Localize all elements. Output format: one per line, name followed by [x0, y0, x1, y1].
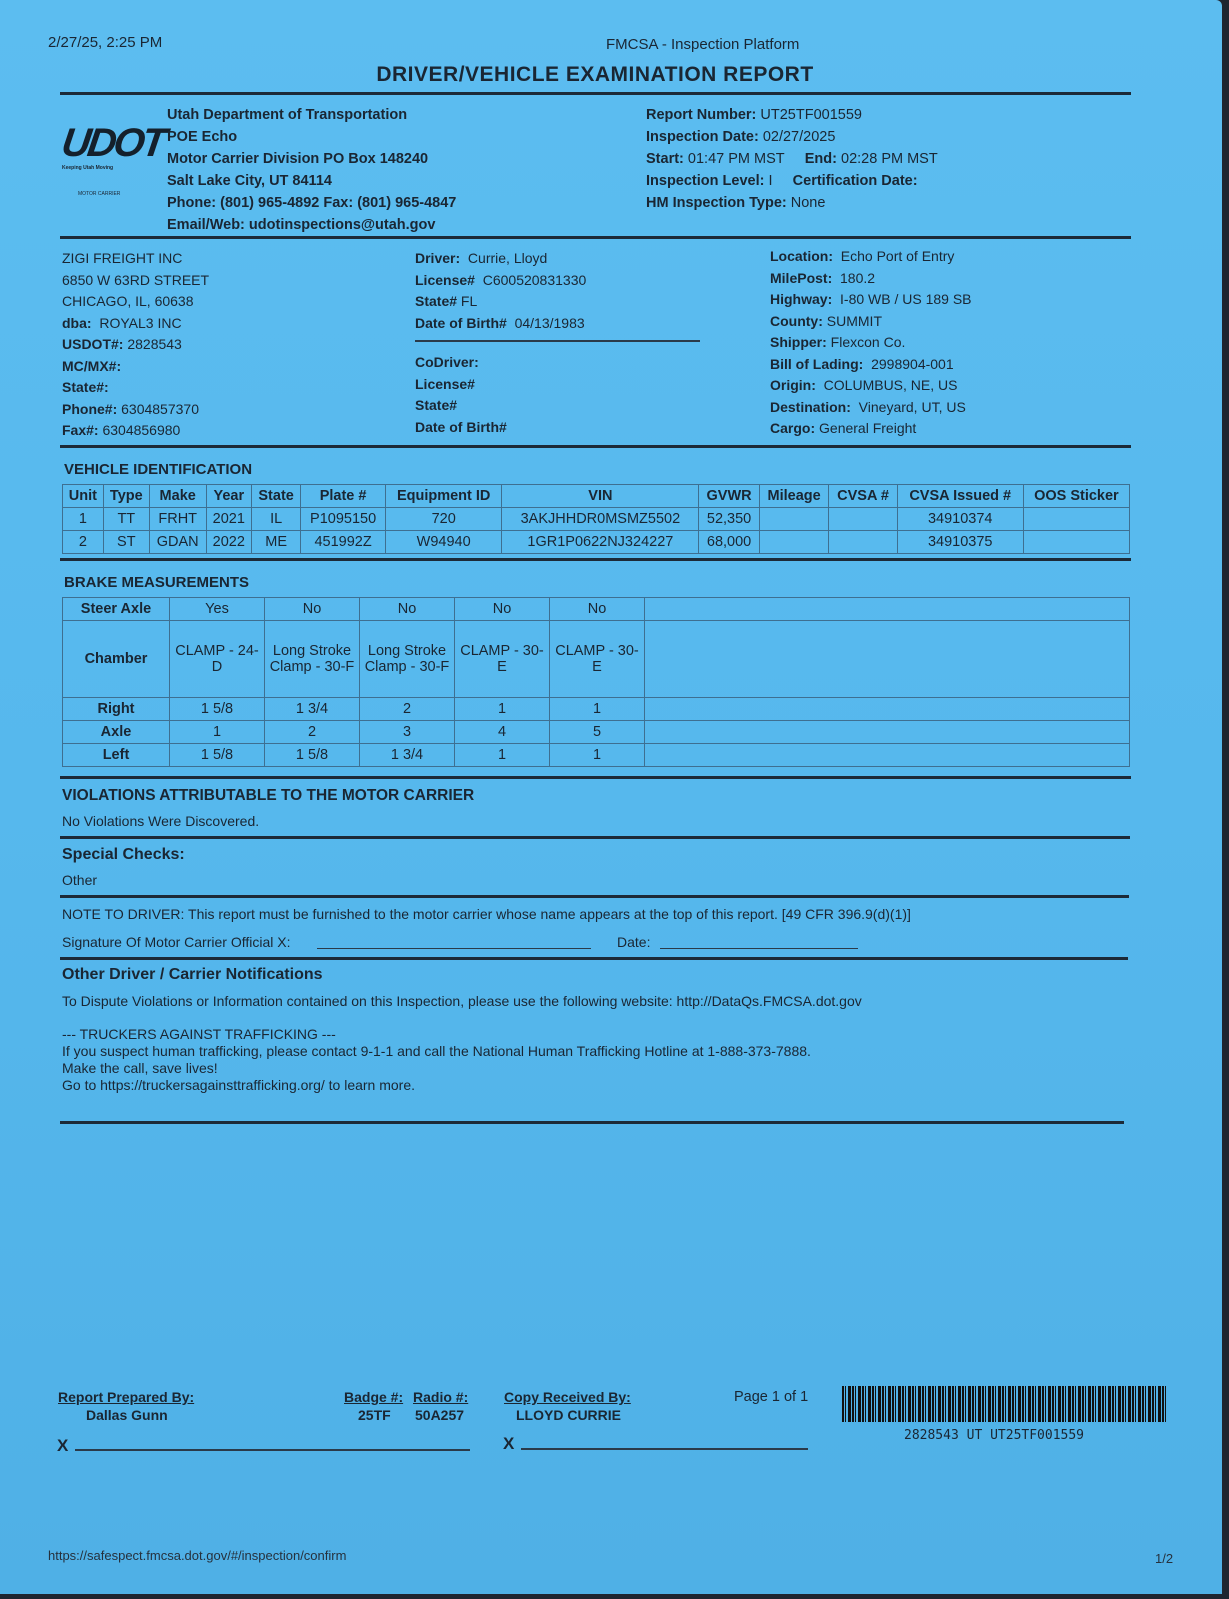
prepared-by-label: Report Prepared By:	[58, 1389, 195, 1405]
driver-divider	[415, 340, 700, 342]
end-time: 02:28 PM MST	[841, 151, 938, 167]
usdot-label: USDOT#:	[62, 336, 124, 352]
tat-block	[62, 1026, 811, 1094]
radio-label: Radio #:	[413, 1389, 469, 1405]
divider	[60, 236, 1131, 239]
inspection-date-label: Inspection Date:	[646, 129, 759, 145]
cell: 3	[360, 721, 455, 744]
empty-cell	[645, 598, 1130, 621]
divider	[60, 776, 1131, 779]
cell: 1	[550, 744, 645, 767]
divider	[60, 445, 1131, 448]
brake-table	[62, 597, 1130, 767]
divider	[60, 92, 1131, 95]
codriver-label: CoDriver:	[415, 354, 479, 370]
tat-title: --- TRUCKERS AGAINST TRAFFICKING ---	[62, 1026, 336, 1042]
col-gvwr: GVWR	[699, 485, 759, 508]
cell: 3AKJHHDR0MSMZ5502	[502, 508, 699, 531]
origin-label: Origin:	[770, 377, 816, 393]
report-number-label: Report Number:	[646, 107, 757, 123]
col-cvsa: CVSA #	[829, 485, 897, 508]
left-row	[63, 744, 1130, 767]
driver-label: Driver:	[415, 250, 461, 266]
mcmx-label: MC/MX#:	[62, 357, 122, 374]
agency-block	[167, 104, 456, 236]
cell: CLAMP - 30-E	[455, 621, 550, 698]
table-row	[63, 531, 1130, 554]
prepared-by-name: Dallas Gunn	[86, 1407, 168, 1423]
empty-cell	[645, 721, 1130, 744]
driver-state-label: State#	[415, 293, 458, 309]
steer-label: Steer Axle	[63, 598, 170, 621]
cell: 1 3/4	[360, 744, 455, 767]
cell: 52,350	[699, 508, 759, 531]
signature-date-label: Date:	[617, 934, 651, 950]
cell: GDAN	[149, 531, 206, 554]
carrier-street: 6850 W 63RD STREET	[62, 271, 210, 288]
agency-name: Utah Department of Transportation	[167, 107, 408, 123]
col-type: Type	[103, 485, 149, 508]
cell: 1 5/8	[265, 744, 360, 767]
location-value: Echo Port of Entry	[840, 248, 955, 264]
cell	[829, 531, 897, 554]
cell: 720	[385, 508, 501, 531]
brake-heading: BRAKE MEASUREMENTS	[64, 574, 250, 591]
udot-logo	[58, 121, 167, 197]
shipper-label: Shipper:	[770, 334, 827, 350]
divider	[60, 558, 1131, 561]
agency-office: POE Echo	[167, 129, 238, 145]
destination-label: Destination:	[770, 398, 851, 415]
right-label: Right	[63, 698, 170, 721]
highway-value: I-80 WB / US 189 SB	[840, 291, 972, 307]
col-oos-sticker: OOS Sticker	[1023, 485, 1129, 508]
agency-address1: Motor Carrier Division PO Box 148240	[167, 151, 429, 167]
certification-date-label: Certification Date:	[792, 173, 918, 189]
logo-sub: MOTOR CARRIER	[78, 191, 121, 197]
co-state-label: State#	[415, 397, 458, 413]
cell: 2021	[206, 508, 252, 531]
cell: 2	[360, 698, 455, 721]
cell: 4	[455, 721, 550, 744]
cell: W94940	[385, 531, 501, 554]
cell: No	[360, 598, 455, 621]
print-url: https://safespect.fmcsa.dot.gov/#/inspection/confirm	[48, 1548, 347, 1563]
agency-phone: Phone: (801) 965-4892 Fax: (801) 965-4847	[167, 195, 457, 211]
divider	[60, 1121, 1124, 1124]
special-checks-text: Other	[62, 872, 98, 888]
cell: Long Stroke Clamp - 30-F	[265, 621, 360, 698]
x-mark: X	[57, 1436, 69, 1455]
agency-email: Email/Web: udotinspections@utah.gov	[167, 217, 436, 233]
highway-label: Highway:	[770, 291, 833, 307]
platform-name: FMCSA - Inspection Platform	[606, 36, 800, 53]
cell: 1 5/8	[170, 744, 265, 767]
origin-value: COLUMBUS, NE, US	[823, 377, 958, 393]
cell: 1	[455, 698, 550, 721]
note-to-driver: NOTE TO DRIVER: This report must be furnished to the motor carrier whose name appears at the top of this report. [49 CFR 396.9(d)(1)]	[62, 906, 911, 922]
chamber-row	[63, 621, 1130, 698]
empty-cell	[645, 621, 1130, 698]
driver-state: FL	[460, 293, 478, 309]
cell: 5	[550, 721, 645, 744]
cell: TT	[103, 508, 149, 531]
co-dob-label: Date of Birth#	[415, 418, 507, 435]
cell: No	[550, 598, 645, 621]
location-label: Location:	[770, 248, 833, 264]
violations-text: No Violations Were Discovered.	[62, 813, 260, 829]
shipper-value: Flexcon Co.	[830, 334, 906, 350]
inspection-level: I	[768, 173, 773, 189]
notifications-heading: Other Driver / Carrier Notifications	[62, 966, 323, 983]
col-plate: Plate #	[301, 485, 386, 508]
cell	[829, 508, 897, 531]
cell	[759, 508, 829, 531]
agency-address2: Salt Lake City, UT 84114	[167, 173, 332, 189]
cell: P1095150	[301, 508, 386, 531]
county-value: SUMMIT	[826, 312, 882, 329]
col-state: State	[252, 485, 301, 508]
barcode-text: 2828543 UT UT25TF001559	[904, 1428, 1085, 1443]
tat-line2: Make the call, save lives!	[62, 1060, 218, 1076]
usdot-value: 2828543	[127, 336, 182, 352]
divider	[60, 836, 1130, 839]
copy-sign-line	[521, 1448, 808, 1450]
co-license-label: License#	[415, 375, 475, 392]
cell: ME	[252, 531, 301, 554]
dba-label: dba:	[62, 314, 92, 331]
cell: 1	[550, 698, 645, 721]
county-label: County:	[770, 312, 823, 329]
right-row	[63, 698, 1130, 721]
cargo-value: General Freight	[819, 420, 917, 436]
violations-heading: VIOLATIONS ATTRIBUTABLE TO THE MOTOR CARRIER	[62, 787, 475, 804]
license-number: C600520831330	[482, 271, 587, 288]
col-year: Year	[206, 485, 252, 508]
table-row	[63, 508, 1130, 531]
empty-cell	[645, 698, 1130, 721]
destination-value: Vineyard, UT, US	[858, 398, 966, 415]
x-mark: X	[503, 1434, 515, 1453]
cell: 2	[63, 531, 104, 554]
carrier-phone-label: Phone#:	[62, 400, 118, 417]
col-vin: VIN	[502, 485, 699, 508]
cell: Long Stroke Clamp - 30-F	[360, 621, 455, 698]
cell: 1 3/4	[265, 698, 360, 721]
tat-line3: Go to https://truckersagainsttrafficking.org/ to learn more.	[62, 1077, 416, 1093]
signature-line	[317, 948, 591, 949]
vehicle-table	[62, 484, 1130, 554]
print-datetime: 2/27/25, 2:25 PM	[48, 34, 163, 51]
prepared-sign-line	[75, 1449, 470, 1451]
hm-inspection-type: None	[790, 195, 826, 211]
divider	[60, 895, 1129, 898]
cell	[1023, 531, 1129, 554]
report-number: UT25TF001559	[760, 107, 862, 123]
tat-line1: If you suspect human trafficking, please contact 9-1-1 and call the National Human Trafficking Hotline at 1-888-373-7888.	[62, 1043, 811, 1059]
cell: Yes	[170, 598, 265, 621]
carrier-name: ZIGI FREIGHT INC	[62, 250, 183, 266]
divider	[60, 957, 1128, 960]
cell: 1	[455, 744, 550, 767]
cell: 68,000	[699, 531, 759, 554]
inspection-date: 02/27/2025	[762, 129, 836, 145]
copy-received-name: LLOYD CURRIE	[516, 1407, 621, 1423]
cell: 1 5/8	[170, 698, 265, 721]
copy-received-label: Copy Received By:	[504, 1389, 631, 1405]
cell: ST	[103, 531, 149, 554]
cell: 34910375	[897, 531, 1023, 554]
report-title: DRIVER/VEHICLE EXAMINATION REPORT	[376, 63, 814, 86]
vehicle-header-row	[63, 485, 1130, 508]
carrier-state-label: State#:	[62, 379, 109, 395]
bol-label: Bill of Lading:	[770, 355, 864, 372]
page-count: Page 1 of 1	[734, 1389, 809, 1405]
cell: No	[265, 598, 360, 621]
milepost-value: 180.2	[840, 269, 876, 286]
dob-value: 04/13/1983	[514, 314, 585, 331]
cell: 1	[63, 508, 104, 531]
license-label: License#	[415, 271, 475, 288]
cell: 2	[265, 721, 360, 744]
start-label: Start:	[646, 151, 684, 167]
signature-date-line	[660, 948, 858, 949]
col-unit: Unit	[63, 485, 104, 508]
chamber-label: Chamber	[63, 621, 170, 698]
cell: CLAMP - 24-D	[170, 621, 265, 698]
col-equipment-id: Equipment ID	[385, 485, 501, 508]
logo-mark: UDOT	[58, 121, 167, 165]
axle-row	[63, 721, 1130, 744]
signature-label: Signature Of Motor Carrier Official X:	[62, 934, 291, 950]
dispute-text: To Dispute Violations or Information contained on this Inspection, please use the following website: http://DataQs.FMCSA.dot.gov	[62, 993, 862, 1009]
cell: 2022	[206, 531, 252, 554]
cell	[759, 531, 829, 554]
inspection-level-label: Inspection Level:	[646, 173, 765, 189]
cell: 451992Z	[301, 531, 386, 554]
milepost-label: MilePost:	[770, 269, 833, 286]
cell: CLAMP - 30-E	[550, 621, 645, 698]
logo-tagline: Keeping Utah Moving	[62, 165, 114, 171]
radio-value: 50A257	[415, 1407, 465, 1423]
carrier-city: CHICAGO, IL, 60638	[62, 293, 194, 309]
cell: 34910374	[897, 508, 1023, 531]
location-block	[770, 246, 972, 440]
carrier-fax: 6304856980	[102, 422, 181, 438]
report-info-block	[646, 104, 938, 214]
print-page: 1/2	[1155, 1551, 1174, 1566]
cell: IL	[252, 508, 301, 531]
col-cvsa-issued: CVSA Issued #	[897, 485, 1023, 508]
col-make: Make	[149, 485, 206, 508]
carrier-block	[62, 248, 209, 442]
empty-cell	[645, 744, 1130, 767]
carrier-phone: 6304857370	[121, 400, 199, 417]
left-label: Left	[63, 744, 170, 767]
dob-label: Date of Birth#	[415, 314, 507, 331]
driver-block	[415, 248, 700, 438]
cell: No	[455, 598, 550, 621]
cell	[1023, 508, 1129, 531]
col-mileage: Mileage	[759, 485, 829, 508]
barcode-image	[842, 1386, 1167, 1422]
badge-label: Badge #:	[344, 1389, 404, 1405]
bol-value: 2998904-001	[871, 355, 954, 372]
special-checks-heading: Special Checks:	[62, 846, 185, 863]
steer-row	[63, 598, 1130, 621]
carrier-fax-label: Fax#:	[62, 422, 99, 438]
cargo-label: Cargo:	[770, 420, 816, 436]
cell: FRHT	[149, 508, 206, 531]
end-label: End:	[804, 151, 837, 167]
hm-inspection-label: HM Inspection Type:	[646, 195, 787, 211]
cell: 1GR1P0622NJ324227	[502, 531, 699, 554]
start-time: 01:47 PM MST	[687, 151, 785, 167]
axle-label: Axle	[63, 721, 170, 744]
driver-name: Currie, Lloyd	[467, 250, 548, 266]
cell: 1	[170, 721, 265, 744]
vehicle-heading: VEHICLE IDENTIFICATION	[64, 461, 253, 478]
badge-value: 25TF	[358, 1407, 391, 1423]
dba-value: ROYAL3 INC	[99, 314, 182, 331]
